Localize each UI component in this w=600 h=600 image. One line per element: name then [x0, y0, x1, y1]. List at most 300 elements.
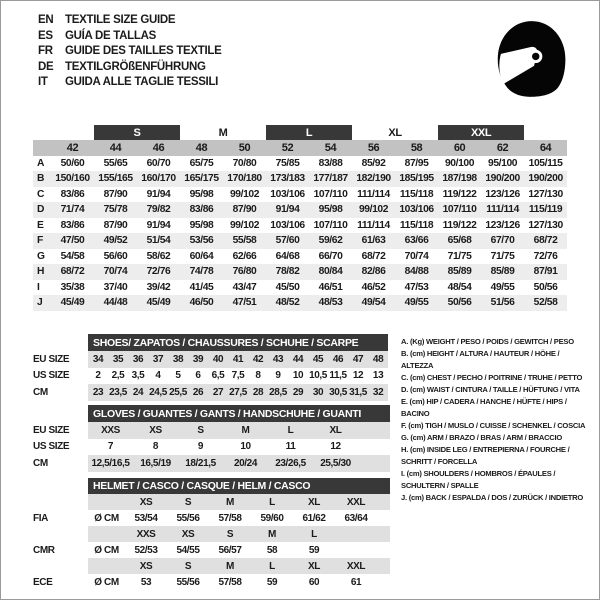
helmet-size-cell [335, 526, 377, 542]
measurement-cell: 95/98 [309, 202, 352, 218]
spacer-cell [33, 334, 88, 351]
value-cell: 44 [288, 351, 308, 368]
numeric-size-cell: 60 [438, 140, 481, 156]
measurement-cell: 99/102 [352, 202, 395, 218]
value-cell: 43 [268, 351, 288, 368]
measurement-row [33, 280, 567, 296]
measurement-cell: 46/50 [180, 295, 223, 311]
value-cell: 7,5 [231, 370, 245, 382]
language-row [38, 13, 222, 29]
measurement-cell: 50/56 [533, 281, 558, 293]
helmet-size-cell: XS [125, 494, 167, 510]
measurement-cell: 45/50 [275, 281, 300, 293]
measurement-row [33, 264, 567, 280]
value-cell: S [178, 422, 223, 439]
spacer-cell [33, 125, 51, 140]
measurement-cell: 85/89 [438, 264, 481, 280]
measurement-cell: 72/76 [137, 264, 180, 280]
measurement-cell: 99/102 [229, 219, 260, 231]
measurement-cell: 182/190 [352, 171, 395, 187]
measurement-cell: 103/106 [270, 188, 305, 200]
value-cell: 63/64 [344, 512, 368, 524]
table-title: GLOVES / GUANTES / GANTS / HANDSCHUHE / GUANTI [88, 405, 390, 422]
numeric-size-cell: 64 [524, 140, 567, 156]
measurement-cell: 58/62 [146, 250, 171, 262]
measurement-cell: 115/119 [524, 202, 567, 218]
measurement-cell: 87/90 [103, 188, 128, 200]
row-letter: I [37, 281, 40, 293]
table-row [33, 422, 390, 439]
numeric-size-row [33, 140, 567, 156]
measurement-cell: 115/118 [399, 188, 434, 200]
helmet-size-cell: XXL [335, 494, 377, 510]
value-cell: 9 [197, 441, 204, 453]
value-cell: 11 [285, 441, 296, 453]
measurement-cell: 111/114 [357, 188, 390, 200]
textile-size-table [33, 125, 567, 311]
measurement-cell: 35/38 [60, 281, 85, 293]
measurement-cell: 160/170 [137, 171, 180, 187]
measurement-cell: 49/52 [94, 233, 137, 249]
helmet-value-row [33, 542, 390, 558]
value-cell: 12 [352, 370, 364, 382]
row-label: US SIZE [33, 439, 88, 456]
value-cell: 58 [266, 544, 278, 556]
measurement-cell: 187/198 [438, 171, 481, 187]
gloves-size-table [33, 405, 390, 472]
measurement-cell: 55/58 [223, 233, 266, 249]
measurement-cell: 72/76 [533, 250, 558, 262]
value-cell: 25,5 [168, 384, 188, 401]
measurement-cell: 56/60 [103, 250, 128, 262]
measurement-legend [401, 336, 591, 504]
numeric-size-cell: 62 [481, 140, 524, 156]
value-cell: 55/56 [176, 512, 200, 524]
measurement-cell: 68/72 [361, 250, 386, 262]
value-cell: 32 [368, 384, 388, 401]
measurement-cell: 53/56 [180, 233, 223, 249]
legend-item: B. (cm) HEIGHT / ALTURA / HAUTEUR / HÖHE / ALTEZZA [401, 349, 560, 370]
helmet-size-cell: L [251, 558, 293, 574]
measurement-cell: 65/75 [189, 157, 214, 169]
measurement-cell: 62/66 [232, 250, 257, 262]
measurement-cell: 103/106 [270, 219, 305, 231]
measurement-cell: 95/98 [189, 188, 214, 200]
measurement-cell: 103/106 [395, 202, 438, 218]
value-cell: 11,5 [329, 370, 347, 382]
value-cell: 26 [188, 384, 208, 401]
row-label: EU SIZE [33, 422, 88, 439]
measurement-cell: 63/66 [395, 233, 438, 249]
legend-item: A. (Kg) WEIGHT / PESO / POIDS / GEWITCH / PESO [401, 337, 574, 346]
value-cell: 59 [308, 544, 320, 556]
table-row [33, 455, 390, 472]
helmet-size-cell: M [209, 494, 251, 510]
measurement-cell: 87/90 [103, 219, 128, 231]
measurement-cell: 51/56 [481, 295, 524, 311]
numeric-size-cell: 46 [137, 140, 180, 156]
value-cell: L [268, 422, 313, 439]
standard-label: FIA [33, 510, 88, 526]
measurement-cell: 190/200 [524, 171, 567, 187]
table-title-row [33, 478, 390, 494]
value-cell: 8 [152, 441, 159, 453]
filler-cell [358, 439, 390, 456]
measurement-cell: 127/130 [528, 219, 563, 231]
numeric-size-cell: 50 [223, 140, 266, 156]
value-cell: 60 [308, 576, 320, 588]
language-title: GUIDE DES TAILLES TEXTILE [65, 45, 222, 57]
helmet-size-cell: XXL [335, 558, 377, 574]
unit-label: Ø CM [94, 512, 119, 524]
value-cell: 28,5 [268, 384, 288, 401]
table-title: HELMET / CASCO / CASQUE / HELM / CASCO [88, 478, 390, 494]
measurement-cell: 95/100 [488, 157, 518, 169]
value-cell: 59/60 [260, 512, 284, 524]
measurement-cell: 75/85 [275, 157, 300, 169]
measurement-cell: 61/63 [352, 233, 395, 249]
value-cell: 27 [208, 384, 228, 401]
measurement-cell: 51/54 [137, 233, 180, 249]
measurement-cell: 87/95 [404, 157, 429, 169]
value-cell: 5 [175, 370, 181, 382]
legend-item: J. (cm) BACK / ESPALDA / DOS / ZURÜCK / INDIETRO [401, 493, 584, 502]
language-code: IT [38, 76, 48, 88]
standard-label: CMR [33, 542, 88, 558]
value-cell: 52/53 [134, 544, 158, 556]
filler-cell [377, 494, 390, 510]
measurement-cell: 83/86 [60, 219, 85, 231]
measurement-cell: 91/94 [146, 219, 171, 231]
measurement-cell: 107/110 [313, 188, 348, 200]
measurement-cell: 111/114 [481, 202, 524, 218]
measurement-cell: 107/110 [438, 202, 481, 218]
measurement-cell: 66/70 [318, 250, 343, 262]
measurement-cell: 67/70 [481, 233, 524, 249]
measurement-row [33, 218, 567, 234]
value-cell: 48 [368, 351, 388, 368]
measurement-cell: 127/130 [528, 188, 563, 200]
value-cell: XS [133, 422, 178, 439]
spacer-cell [33, 140, 51, 156]
row-letter: D [33, 202, 51, 218]
value-cell: 35 [108, 351, 128, 368]
size-group-label [51, 125, 94, 140]
row-letter: B [33, 171, 51, 187]
legend-item: E. (cm) HIP / CADERA / HANCHE / HÜFTE / HIPS / BACINO [401, 397, 567, 418]
legend-item: I. (cm) SHOULDERS / HOMBROS / ÉPAULES / SCHULTERN / SPALLE [401, 469, 556, 490]
measurement-cell: 52/58 [524, 295, 567, 311]
measurement-cell: 79/82 [137, 202, 180, 218]
measurement-row [33, 233, 567, 249]
value-cell: 55/56 [176, 576, 200, 588]
measurement-cell: 76/80 [223, 264, 266, 280]
measurement-cell: 83/88 [318, 157, 343, 169]
spacer-cell [33, 494, 88, 510]
value-cell: 16,5/19 [133, 455, 178, 472]
racing-helmet-icon [488, 13, 574, 105]
racing-helmet-icon-svg [488, 13, 574, 105]
value-cell: 34 [88, 351, 108, 368]
row-label: CM [33, 455, 88, 472]
helmet-size-cell: S [167, 494, 209, 510]
measurement-cell: 48/52 [266, 295, 309, 311]
helmet-size-cell: L [251, 494, 293, 510]
value-cell: 10 [292, 370, 304, 382]
helmet-size-cell: S [167, 558, 209, 574]
measurement-cell: 55/65 [103, 157, 128, 169]
value-cell: 6,5 [211, 370, 225, 382]
measurement-cell: 80/84 [309, 264, 352, 280]
language-code: EN [38, 14, 54, 26]
value-cell: 29 [288, 384, 308, 401]
measurement-cell: 47/50 [51, 233, 94, 249]
filler-cell [377, 526, 390, 542]
measurement-cell: 87/91 [524, 264, 567, 280]
value-cell: XL [313, 422, 358, 439]
value-cell: 2 [95, 370, 101, 382]
measurement-cell: 71/75 [447, 250, 472, 262]
value-cell: 61 [350, 576, 362, 588]
measurement-cell: 119/122 [442, 219, 477, 231]
measurement-cell: 41/45 [189, 281, 214, 293]
numeric-size-cell: 48 [180, 140, 223, 156]
value-cell: 25,5/30 [313, 455, 358, 472]
size-group-row [33, 125, 567, 140]
helmet-size-cell: XL [293, 558, 335, 574]
helmet-size-cell: M [209, 558, 251, 574]
language-code: ES [38, 29, 53, 42]
helmet-size-cell: L [293, 526, 335, 542]
value-cell: 12,5/16,5 [88, 455, 133, 472]
size-group-label: L [266, 125, 352, 140]
value-cell: 12 [330, 441, 341, 453]
spacer-cell [33, 405, 88, 422]
helmet-size-table [33, 478, 390, 590]
value-cell: 2,5 [111, 370, 125, 382]
measurement-cell: 68/72 [524, 233, 567, 249]
numeric-size-cell: 42 [51, 140, 94, 156]
value-cell: 47 [348, 351, 368, 368]
value-cell: 27,5 [228, 384, 248, 401]
value-cell: 53 [140, 576, 152, 588]
measurement-cell: 49/54 [352, 295, 395, 311]
measurement-cell: 57/60 [266, 233, 309, 249]
measurement-cell: 99/102 [229, 188, 260, 200]
helmet-size-cell: XXS [125, 526, 167, 542]
table-row [33, 384, 388, 401]
numeric-size-cell: 58 [395, 140, 438, 156]
measurement-cell: 190/200 [481, 171, 524, 187]
value-cell: 4 [155, 370, 161, 382]
measurement-cell: 47/53 [404, 281, 429, 293]
value-cell: 3,5 [131, 370, 145, 382]
measurement-cell: 82/86 [352, 264, 395, 280]
filler-cell [377, 542, 390, 558]
language-title: TEXTILGRÖßENFÜHRUNG [65, 60, 206, 73]
spacer-cell [88, 526, 125, 542]
language-row [38, 60, 222, 76]
measurement-cell: 47/51 [223, 295, 266, 311]
spacer-cell [33, 526, 88, 542]
measurement-cell: 45/49 [137, 295, 180, 311]
language-title-list [38, 13, 222, 91]
row-letter: F [33, 233, 51, 249]
numeric-size-cell: 52 [266, 140, 309, 156]
helmet-size-cell: S [209, 526, 251, 542]
measurement-cell: 50/60 [60, 157, 85, 169]
legend-item: H. (cm) INSIDE LEG / ENTREPIERNA / FOURCHE / SCHRITT / FORCELLA [401, 445, 570, 466]
value-cell: 30,5 [328, 384, 348, 401]
language-code: DE [38, 60, 54, 73]
measurement-cell: 105/115 [528, 157, 563, 169]
measurement-cell: 170/180 [223, 171, 266, 187]
measurement-cell: 60/64 [189, 250, 214, 262]
language-title: TEXTILE SIZE GUIDE [65, 14, 176, 26]
measurement-cell: 44/48 [94, 295, 137, 311]
measurement-cell: 95/98 [189, 219, 214, 231]
language-row [38, 44, 222, 60]
value-cell: 54/55 [176, 544, 200, 556]
measurement-row [33, 187, 567, 203]
measurement-cell: 71/75 [490, 250, 515, 262]
value-cell: XXS [88, 422, 133, 439]
value-cell: 28 [248, 384, 268, 401]
unit-label: Ø CM [94, 576, 119, 588]
value-cell: 37 [148, 351, 168, 368]
row-label: CM [33, 384, 88, 401]
row-label: EU SIZE [33, 351, 88, 368]
value-cell: 39 [188, 351, 208, 368]
measurement-row [33, 202, 567, 218]
row-letter: A [37, 157, 45, 169]
measurement-row [33, 156, 567, 172]
numeric-size-cell: 56 [352, 140, 395, 156]
measurement-cell: 85/89 [481, 264, 524, 280]
row-letter: J [33, 295, 51, 311]
language-title: GUIDA ALLE TAGLIE TESSILI [65, 76, 219, 88]
measurement-cell: 119/122 [442, 188, 477, 200]
measurement-cell: 48/53 [309, 295, 352, 311]
size-group-label: XXL [438, 125, 524, 140]
measurement-cell: 91/94 [146, 188, 171, 200]
value-cell: 57/58 [218, 512, 242, 524]
legend-item: F. (cm) TIGH / MUSLO / CUISSE / SCHENKEL / COSCIA [401, 421, 586, 430]
measurement-cell: 107/110 [313, 219, 348, 231]
measurement-cell: 75/78 [94, 202, 137, 218]
size-group-label: XL [388, 126, 402, 139]
measurement-cell: 43/47 [232, 281, 257, 293]
helmet-size-row [33, 558, 390, 574]
measurement-cell: 123/126 [485, 219, 520, 231]
helmet-size-cell: XL [293, 494, 335, 510]
value-cell: 10 [240, 441, 251, 453]
measurement-cell: 37/40 [103, 281, 128, 293]
helmet-value-row [33, 574, 390, 590]
legend-item: C. (cm) CHEST / PECHO / POITRINE / TRUHE / PETTO [401, 373, 583, 382]
filler-cell [377, 558, 390, 574]
measurement-cell: 123/126 [485, 188, 520, 200]
value-cell: 23,5 [108, 384, 128, 401]
value-cell: 20/24 [223, 455, 268, 472]
measurement-cell: 150/160 [51, 171, 94, 187]
size-group-label: S [94, 125, 180, 140]
measurement-cell: 87/90 [223, 202, 266, 218]
legend-item: G. (cm) ARM / BRAZO / BRAS / ARM / BRACCIO [401, 433, 563, 442]
value-cell: 30 [308, 384, 328, 401]
measurement-cell: 70/80 [232, 157, 257, 169]
measurement-cell: 49/55 [490, 281, 515, 293]
measurement-cell: 46/52 [361, 281, 386, 293]
measurement-cell: 60/70 [146, 157, 171, 169]
value-cell: 46 [328, 351, 348, 368]
filler-cell [377, 510, 390, 526]
measurement-cell: 78/82 [266, 264, 309, 280]
value-cell: 45 [308, 351, 328, 368]
measurement-cell: 64/68 [275, 250, 300, 262]
measurement-cell: 85/92 [361, 157, 386, 169]
row-letter: C [37, 188, 45, 200]
value-cell: 42 [248, 351, 268, 368]
row-letter: E [37, 219, 44, 231]
value-cell: 8 [255, 370, 261, 382]
measurement-cell: 83/86 [60, 188, 85, 200]
standard-label: ECE [33, 574, 88, 590]
measurement-cell: 91/94 [266, 202, 309, 218]
table-row [33, 439, 390, 456]
row-label: US SIZE [33, 368, 88, 385]
filler-cell [358, 422, 390, 439]
table-title: SHOES/ ZAPATOS / CHAUSSURES / SCHUHE / SCARPE [88, 334, 388, 351]
value-cell: 59 [266, 576, 278, 588]
measurement-cell: 165/175 [180, 171, 223, 187]
value-cell: 13 [372, 370, 384, 382]
value-cell: 38 [168, 351, 188, 368]
measurement-row [33, 249, 567, 265]
measurement-cell: 39/42 [146, 281, 171, 293]
measurement-cell: 84/88 [395, 264, 438, 280]
measurement-cell: 111/114 [357, 219, 390, 231]
language-row [38, 75, 222, 91]
filler-cell [377, 574, 390, 590]
measurement-cell: 50/56 [438, 295, 481, 311]
value-cell: 10,5 [309, 370, 327, 382]
value-cell: 7 [107, 441, 114, 453]
measurement-cell: 173/183 [266, 171, 309, 187]
measurement-cell: 155/165 [94, 171, 137, 187]
measurement-row [33, 171, 567, 187]
measurement-cell: 54/58 [60, 250, 85, 262]
legend-item: D. (cm) WAIST / CINTURA / TAILLE / HÜFTUNG / VITA [401, 385, 580, 394]
measurement-cell: 185/195 [395, 171, 438, 187]
measurement-cell: 70/74 [404, 250, 429, 262]
value-cell: 40 [208, 351, 228, 368]
numeric-size-cell: 44 [94, 140, 137, 156]
spacer-cell [88, 558, 125, 574]
row-letter: G [37, 250, 45, 262]
measurement-cell: 90/100 [444, 157, 475, 169]
row-letter: H [33, 264, 51, 280]
language-code: FR [38, 45, 53, 57]
measurement-cell: 71/74 [51, 202, 94, 218]
value-cell: 9 [275, 370, 281, 382]
helmet-size-cell: XS [167, 526, 209, 542]
measurement-cell: 177/187 [309, 171, 352, 187]
spacer-cell [33, 478, 88, 494]
value-cell: 6 [195, 370, 201, 382]
value-cell: 31,5 [348, 384, 368, 401]
unit-label: Ø CM [94, 544, 119, 556]
